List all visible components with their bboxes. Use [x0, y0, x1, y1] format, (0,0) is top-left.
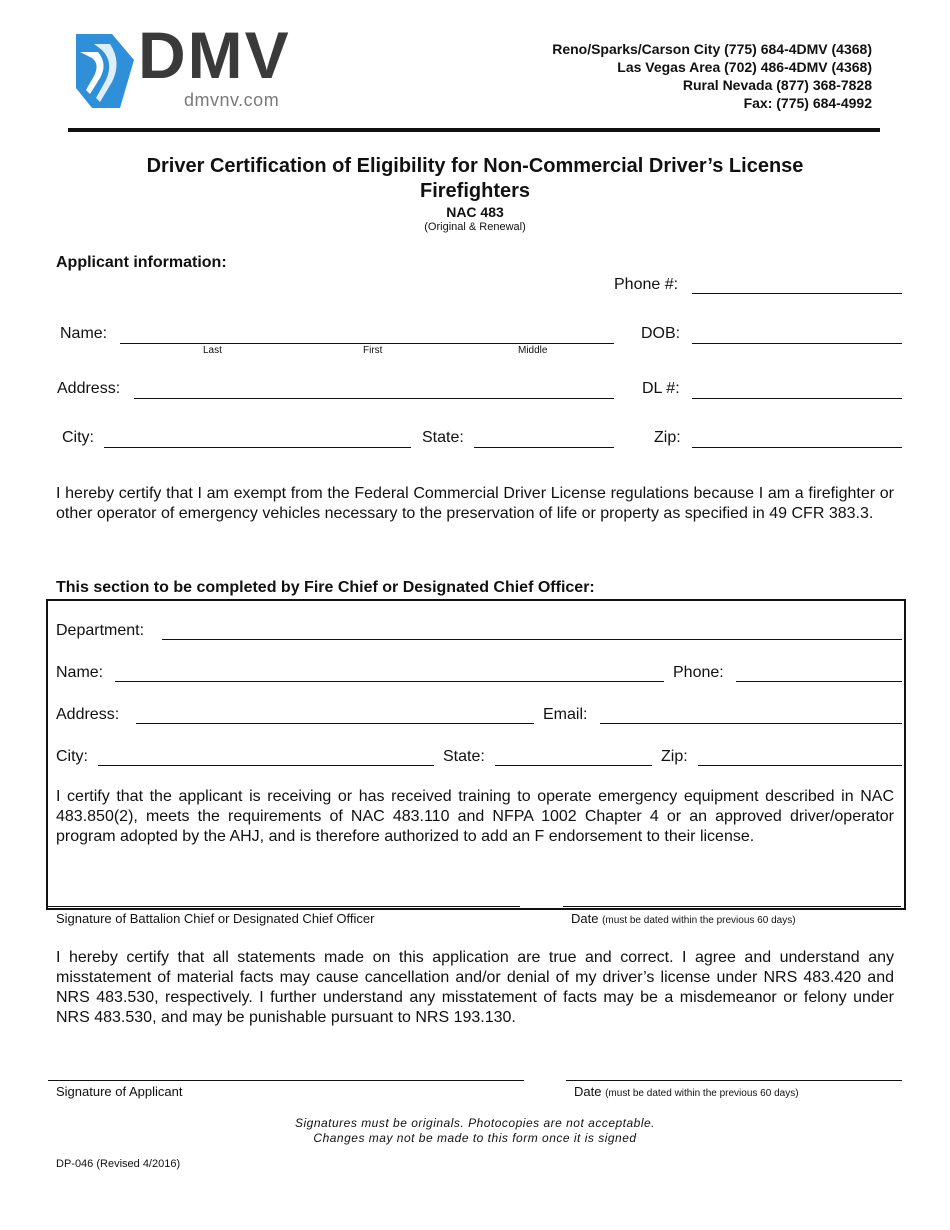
chief-date-label: [571, 911, 796, 926]
form-note: (Original & Renewal): [424, 221, 526, 233]
applicant-zip-label: Zip:: [654, 429, 681, 446]
form-subtitle: Firefighters: [419, 180, 531, 202]
chief-address-field[interactable]: [136, 723, 534, 724]
chief-zip-field[interactable]: [698, 765, 902, 766]
applicant-dl-field[interactable]: [692, 398, 902, 399]
applicant-dob-field[interactable]: [692, 343, 902, 344]
chief-name-field[interactable]: [115, 681, 664, 682]
applicant-phone-label: Phone #:: [614, 276, 679, 293]
final-certification-text: I hereby certify that all statements made on this application are true and correct. I agree and understand any misstatement of material facts may cause cancellation and/or denial of my driver’s license under NRS 483.420 and NRS 483.530, respectively. I further understand any misstatement of facts may be a misdemeanor or felony under NRS 483.530, and may be punishable pursuant to NRS 193.130.: [56, 949, 894, 1026]
chief-date-text: Date: [571, 911, 599, 926]
applicant-state-label: State:: [422, 429, 464, 446]
logo-url: dmvnv.com: [184, 90, 280, 110]
applicant-date-note: (must be dated within the previous 60 days): [605, 1088, 799, 1099]
contact-fax: Fax: (775) 684-4992: [743, 95, 872, 111]
contact-las-vegas: Las Vegas Area (702) 486-4DMV (4368): [617, 59, 872, 75]
applicant-date-text: Date: [574, 1084, 602, 1099]
chief-department-field[interactable]: [162, 639, 902, 640]
chief-email-label: Email:: [543, 706, 588, 723]
chief-phone-label: Phone:: [673, 664, 724, 681]
contact-rural: Rural Nevada (877) 368-7828: [682, 77, 872, 93]
contact-block: [552, 40, 872, 112]
logo-wordmark: DMV: [138, 18, 291, 92]
form-title: Driver Certification of Eligibility for Non-Commercial Driver’s License: [146, 155, 804, 177]
contact-reno: Reno/Sparks/Carson City (775) 684-4DMV (4368): [552, 41, 872, 57]
chief-address-label: Address:: [56, 706, 120, 723]
chief-state-field[interactable]: [495, 765, 652, 766]
footer-note-originals: Signatures must be originals. Photocopies are not acceptable.: [294, 1116, 656, 1130]
applicant-heading: Applicant information:: [56, 254, 227, 271]
nevada-logo-icon: [72, 30, 138, 112]
applicant-city-label: City:: [62, 429, 94, 446]
chief-date-note: (must be dated within the previous 60 days): [602, 915, 796, 926]
applicant-dl-label: DL #:: [642, 380, 680, 397]
chief-state-label: State:: [443, 748, 485, 765]
chief-signature-field[interactable]: [48, 906, 520, 907]
applicant-state-field[interactable]: [474, 447, 614, 448]
name-first-caption: First: [363, 345, 383, 356]
applicant-zip-field[interactable]: [692, 447, 902, 448]
form-id: DP-046 (Revised 4/2016): [56, 1158, 181, 1170]
chief-city-field[interactable]: [98, 765, 434, 766]
exempt-certification-text: I hereby certify that I am exempt from the Federal Commercial Driver License regulations because I am a firefighter or other operator of emergency vehicles necessary to the preservation of life or property as specified in 49 CFR 383.3.: [56, 485, 894, 522]
applicant-name-field[interactable]: [120, 343, 614, 344]
chief-section-heading: This section to be completed by Fire Chief or Designated Chief Officer:: [56, 579, 595, 596]
chief-name-label: Name:: [56, 664, 104, 681]
applicant-signature-field[interactable]: [48, 1080, 524, 1081]
form-code: NAC 483: [446, 204, 504, 220]
name-last-caption: Last: [203, 345, 222, 356]
applicant-city-field[interactable]: [104, 447, 411, 448]
applicant-phone-field[interactable]: [692, 293, 902, 294]
chief-city-label: City:: [56, 748, 88, 765]
applicant-address-label: Address:: [57, 380, 121, 397]
applicant-date-label: [574, 1084, 799, 1099]
chief-phone-field[interactable]: [736, 681, 902, 682]
applicant-date-field[interactable]: [566, 1080, 902, 1081]
chief-email-field[interactable]: [600, 723, 902, 724]
applicant-dob-label: DOB:: [641, 325, 681, 342]
header-divider: [68, 128, 880, 132]
dmv-logo: [72, 18, 362, 112]
footer-note-changes: Changes may not be made to this form once it is signed: [313, 1131, 637, 1145]
applicant-name-label: Name:: [60, 325, 108, 342]
chief-date-field[interactable]: [563, 906, 901, 907]
name-middle-caption: Middle: [518, 345, 548, 356]
applicant-address-field[interactable]: [134, 398, 614, 399]
chief-zip-label: Zip:: [661, 748, 688, 765]
chief-department-label: Department:: [56, 622, 145, 639]
chief-certification-text: I certify that the applicant is receiving or has received training to operate emergency equipment described in NAC 483.850(2), meets the requirements of NAC 483.110 and NFPA 1002 Chapter 4 or an approved driver/operator program adopted by the AHJ, and is therefore authorized to add an F endorsement to their license.: [56, 788, 894, 845]
applicant-signature-label: Signature of Applicant: [56, 1084, 183, 1099]
chief-signature-label: Signature of Battalion Chief or Designated Chief Officer: [56, 911, 375, 926]
